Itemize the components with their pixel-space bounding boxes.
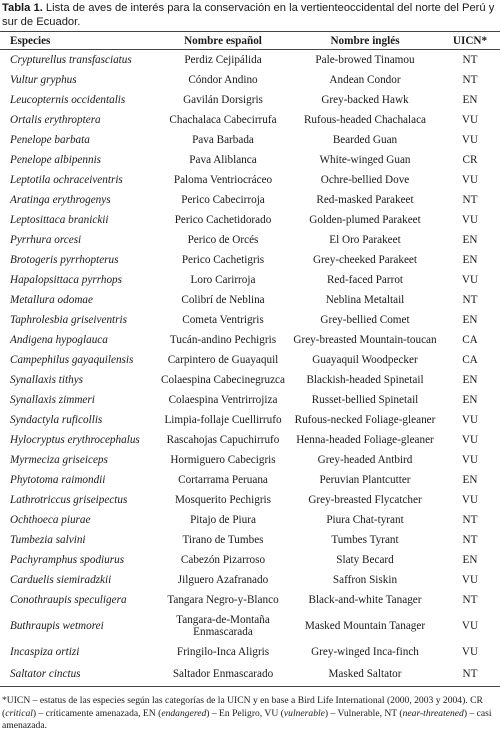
species-cell: Campephilus gayaquilensis — [10, 354, 134, 366]
english-name-cell: Pale-browed Tinamou — [315, 54, 415, 66]
english-name-cell: Russet-bellied Spinetail — [311, 394, 419, 406]
footnote-part-1: *UICN – estatus de las especies según las categorías de la UICN y en base a Bird Life International (2000, 2003 y 2004). CR ( — [2, 695, 483, 719]
species-cell: Synallaxis zimmeri — [10, 394, 95, 406]
status-cell: EN — [462, 254, 478, 266]
table-row — [0, 390, 500, 410]
species-cell: Carduelis siemiradzkii — [10, 574, 112, 586]
spanish-name-cell: Perico de Orcés — [187, 234, 259, 246]
species-cell: Penelope albipennis — [10, 154, 102, 166]
species-cell: Taphrolesbia griseiventris — [10, 314, 127, 326]
spanish-name-cell: Perdiz Cejipálida — [184, 54, 262, 66]
table-header-row — [0, 32, 500, 50]
table-row — [0, 270, 500, 290]
spanish-name-cell: Colibrí de Neblina — [181, 294, 265, 306]
spanish-name-cell: Carpintero de Guayaquil — [167, 354, 279, 366]
status-cell: NT — [462, 74, 478, 86]
spanish-name-cell: Rascahojas Capuchirrufo — [166, 434, 280, 446]
status-cell: EN — [462, 94, 478, 106]
species-cell: Leptotila ochraceiventris — [10, 174, 123, 186]
english-name-cell: Henna-headed Foliage-gleaner — [296, 434, 434, 446]
status-cell: EN — [462, 314, 478, 326]
species-cell: Ortalis erythroptera — [10, 114, 101, 126]
table-row — [0, 662, 500, 687]
spanish-name-cell: Cóndor Andino — [188, 74, 258, 86]
spanish-name-cell: Mosquerito Pechigris — [174, 494, 272, 506]
english-name-cell: Rufous-necked Foliage-gleaner — [294, 414, 436, 426]
table-row — [0, 570, 500, 590]
english-name-cell: Black-and-white Tanager — [308, 594, 422, 606]
spanish-name-cell: Pava Barbada — [192, 134, 254, 146]
status-cell: EN — [462, 554, 478, 566]
english-name-cell: Slaty Becard — [336, 554, 394, 566]
table-row — [0, 170, 500, 190]
header-nombre-espanol: Nombre español — [156, 32, 290, 50]
species-cell: Saltator cinctus — [0, 662, 156, 687]
english-name-cell: Masked Mountain Tanager — [304, 620, 426, 632]
status-cell: NT — [462, 294, 478, 306]
table-row — [0, 50, 500, 71]
english-name-cell: Saffron Siskin — [332, 574, 398, 586]
species-cell: Aratinga erythrogenys — [10, 194, 111, 206]
english-name-cell: Red-faced Parrot — [326, 274, 404, 286]
spanish-name-cell: Cabezón Pizarroso — [180, 554, 266, 566]
header-nombre-ingles: Nombre inglés — [290, 32, 440, 50]
english-name-cell: Grey-breasted Mountain-toucan — [293, 334, 437, 346]
spanish-name-cell: Gavilán Dorsigris — [183, 94, 263, 106]
spanish-name-cell: Perico Cachetidorado — [174, 214, 272, 226]
table-row — [0, 610, 500, 642]
spanish-name-cell: Hormiguero Cabecigris — [170, 454, 276, 466]
status-cell: VU — [461, 646, 479, 658]
table-row — [0, 430, 500, 450]
species-cell: Brotogeris pyrrhopterus — [10, 254, 119, 266]
footnote-term-vulnerable: vulnerable — [283, 707, 325, 719]
status-cell: CA — [462, 334, 478, 346]
table-row — [0, 450, 500, 470]
status-cell: EN — [462, 474, 478, 486]
species-cell: Andigena hypoglauca — [10, 334, 108, 346]
table-row — [0, 110, 500, 130]
spanish-name-cell: Pitajo de Piura — [190, 514, 256, 526]
table-row — [0, 510, 500, 530]
table-row — [0, 642, 500, 662]
table-row — [0, 530, 500, 550]
english-name-cell: Grey-winged Inca-finch — [311, 646, 419, 658]
english-name-cell: Blackish-headed Spinetail — [306, 374, 424, 386]
footnote-part-2: ) – críticamente amenazada, EN ( — [32, 707, 162, 719]
spanish-name-cell: Loro Carirroja — [190, 274, 256, 286]
english-name-cell: Piura Chat-tyrant — [326, 514, 404, 526]
caption-label: Tabla 1. — [2, 2, 43, 14]
english-name-cell: Rufous-headed Chachalaca — [303, 114, 427, 126]
species-table — [0, 31, 500, 687]
table-row — [0, 550, 500, 570]
table-body — [0, 50, 500, 687]
english-name-cell: Bearded Guan — [332, 134, 398, 146]
english-name-cell: Grey-breasted Flycatcher — [308, 494, 422, 506]
table-caption — [2, 1, 498, 29]
status-cell: NT — [462, 534, 478, 546]
spanish-name-cell: Tangara-de-Montaña Enmascarada — [176, 614, 270, 638]
species-cell: Leucopternis occidentalis — [10, 94, 126, 106]
spanish-name-cell: Limpia-follaje Cuellirrufo — [164, 414, 282, 426]
species-cell: Penelope barbata — [10, 134, 90, 146]
status-cell: NT — [462, 514, 478, 526]
status-cell: VU — [461, 574, 479, 586]
status-cell: VU — [461, 620, 479, 632]
species-cell: Incaspiza ortizi — [10, 646, 80, 658]
header-uicn: UICN* — [440, 32, 500, 50]
spanish-name-cell: Cometa Ventrigris — [182, 314, 264, 326]
species-cell: Crypturellus transfasciatus — [10, 54, 132, 66]
table-row — [0, 490, 500, 510]
status-cell: VU — [461, 434, 479, 446]
english-name-cell: Guayaquil Woodpecker — [312, 354, 418, 366]
species-cell: Synallaxis tithys — [10, 374, 84, 386]
species-cell: Pachyramphus spodiurus — [10, 554, 125, 566]
english-name-cell: Neblina Metaltail — [325, 294, 405, 306]
status-cell: VU — [461, 174, 479, 186]
spanish-name-cell: Colaespina Cabecinegruzca — [161, 374, 285, 386]
status-cell: CR — [462, 154, 478, 166]
species-cell: Hapalopsittaca pyrrhops — [10, 274, 122, 286]
footnote-part-3: ) – En Peligro, VU ( — [206, 707, 284, 719]
footnote — [2, 695, 498, 733]
header-especies: Especies — [0, 32, 156, 50]
status-cell: EN — [462, 234, 478, 246]
status-cell: NT — [462, 594, 478, 606]
status-cell: CA — [462, 354, 478, 366]
english-name-cell: Grey-headed Antbird — [317, 454, 413, 466]
species-cell: Pyrrhura orcesi — [10, 234, 82, 246]
species-cell: Buthraupis wetmorei — [10, 620, 104, 632]
species-cell: Leptosittaca branickii — [10, 214, 109, 226]
spanish-name-cell: Paloma Ventriocráceo — [173, 174, 273, 186]
english-name-cell: Grey-cheeked Parakeet — [312, 254, 418, 266]
table-row — [0, 370, 500, 390]
footnote-part-5: ) – casi amenazada. — [2, 707, 492, 731]
english-name-cell: White-winged Guan — [319, 154, 411, 166]
english-name-cell: Golden-plumed Parakeet — [309, 214, 421, 226]
table-row — [0, 470, 500, 490]
footnote-part-4: ) – Vulnerable, NT ( — [324, 707, 403, 719]
spanish-name-cell: Pava Aliblanca — [189, 154, 257, 166]
table-row — [0, 250, 500, 270]
footnote-term-endangered: endangered — [161, 707, 207, 719]
english-name-cell: El Oro Parakeet — [329, 234, 401, 246]
spanish-name-cell: Perico Cachetigris — [181, 254, 265, 266]
spanish-name-cell: Tirano de Tumbes — [182, 534, 264, 546]
species-cell: Myrmeciza griseiceps — [10, 454, 108, 466]
status-cell: VU — [461, 274, 479, 286]
spanish-name-cell: Chachalaca Cabecirrufa — [169, 114, 277, 126]
species-cell: Lathrotriccus griseipectus — [10, 494, 128, 506]
species-cell: Vultur gryphus — [10, 74, 77, 86]
status-cell: VU — [461, 414, 479, 426]
status-cell: EN — [462, 394, 478, 406]
status-cell: VU — [461, 494, 479, 506]
table-row — [0, 130, 500, 150]
species-cell: Tumbezia salvini — [10, 534, 86, 546]
spanish-name-cell: Tucán-andino Pechigris — [169, 334, 277, 346]
caption-text: Lista de aves de interés para la conservación en la vertienteoccidental del norte del Perú y sur de Ecuador. — [2, 2, 495, 28]
species-cell: Phytotoma raimondii — [10, 474, 106, 486]
english-name-cell: Peruvian Plantcutter — [319, 474, 411, 486]
table-row — [0, 150, 500, 170]
table-row — [0, 590, 500, 610]
table-row — [0, 410, 500, 430]
footnote-term-critical: critical — [5, 707, 33, 719]
spanish-name-cell: Saltador Enmascarado — [156, 662, 290, 687]
english-name-cell: Tumbes Tyrant — [331, 534, 399, 546]
status-cell: NT — [462, 54, 478, 66]
status-cell: NT — [440, 662, 500, 687]
spanish-name-cell: Colaespina Ventrirrojiza — [168, 394, 278, 406]
status-cell: VU — [461, 134, 479, 146]
table-row — [0, 310, 500, 330]
table-row — [0, 350, 500, 370]
species-cell: Hylocryptus erythrocephalus — [10, 434, 140, 446]
table-row — [0, 210, 500, 230]
table-row — [0, 230, 500, 250]
spanish-name-cell: Fringilo-Inca Aligris — [176, 646, 270, 658]
spanish-name-cell: Jilguero Azafranado — [177, 574, 269, 586]
status-cell: NT — [462, 194, 478, 206]
english-name-cell: Grey-bellied Comet — [320, 314, 410, 326]
status-cell: VU — [461, 214, 479, 226]
english-name-cell: Masked Saltator — [290, 662, 440, 687]
species-cell: Ochthoeca piurae — [10, 514, 91, 526]
spanish-name-cell: Cortarrama Peruana — [178, 474, 268, 486]
footnote-term-near-threatened: near-threatened — [402, 707, 464, 719]
english-name-cell: Ochre-bellied Dove — [320, 174, 410, 186]
table-row — [0, 330, 500, 350]
status-cell: VU — [461, 454, 479, 466]
english-name-cell: Grey-backed Hawk — [321, 94, 409, 106]
spanish-name-cell: Perico Cabecirroja — [181, 194, 265, 206]
table-row — [0, 290, 500, 310]
english-name-cell: Andean Condor — [329, 74, 401, 86]
table-row — [0, 70, 500, 90]
status-cell: VU — [461, 114, 479, 126]
english-name-cell: Red-masked Parakeet — [316, 194, 414, 206]
table-row — [0, 190, 500, 210]
status-cell: EN — [462, 374, 478, 386]
table-row — [0, 90, 500, 110]
spanish-name-cell: Tangara Negro-y-Blanco — [167, 594, 279, 606]
species-cell: Syndactyla ruficollis — [10, 414, 103, 426]
species-cell: Metallura odomae — [10, 294, 93, 306]
species-cell: Conothraupis speculigera — [10, 594, 127, 606]
